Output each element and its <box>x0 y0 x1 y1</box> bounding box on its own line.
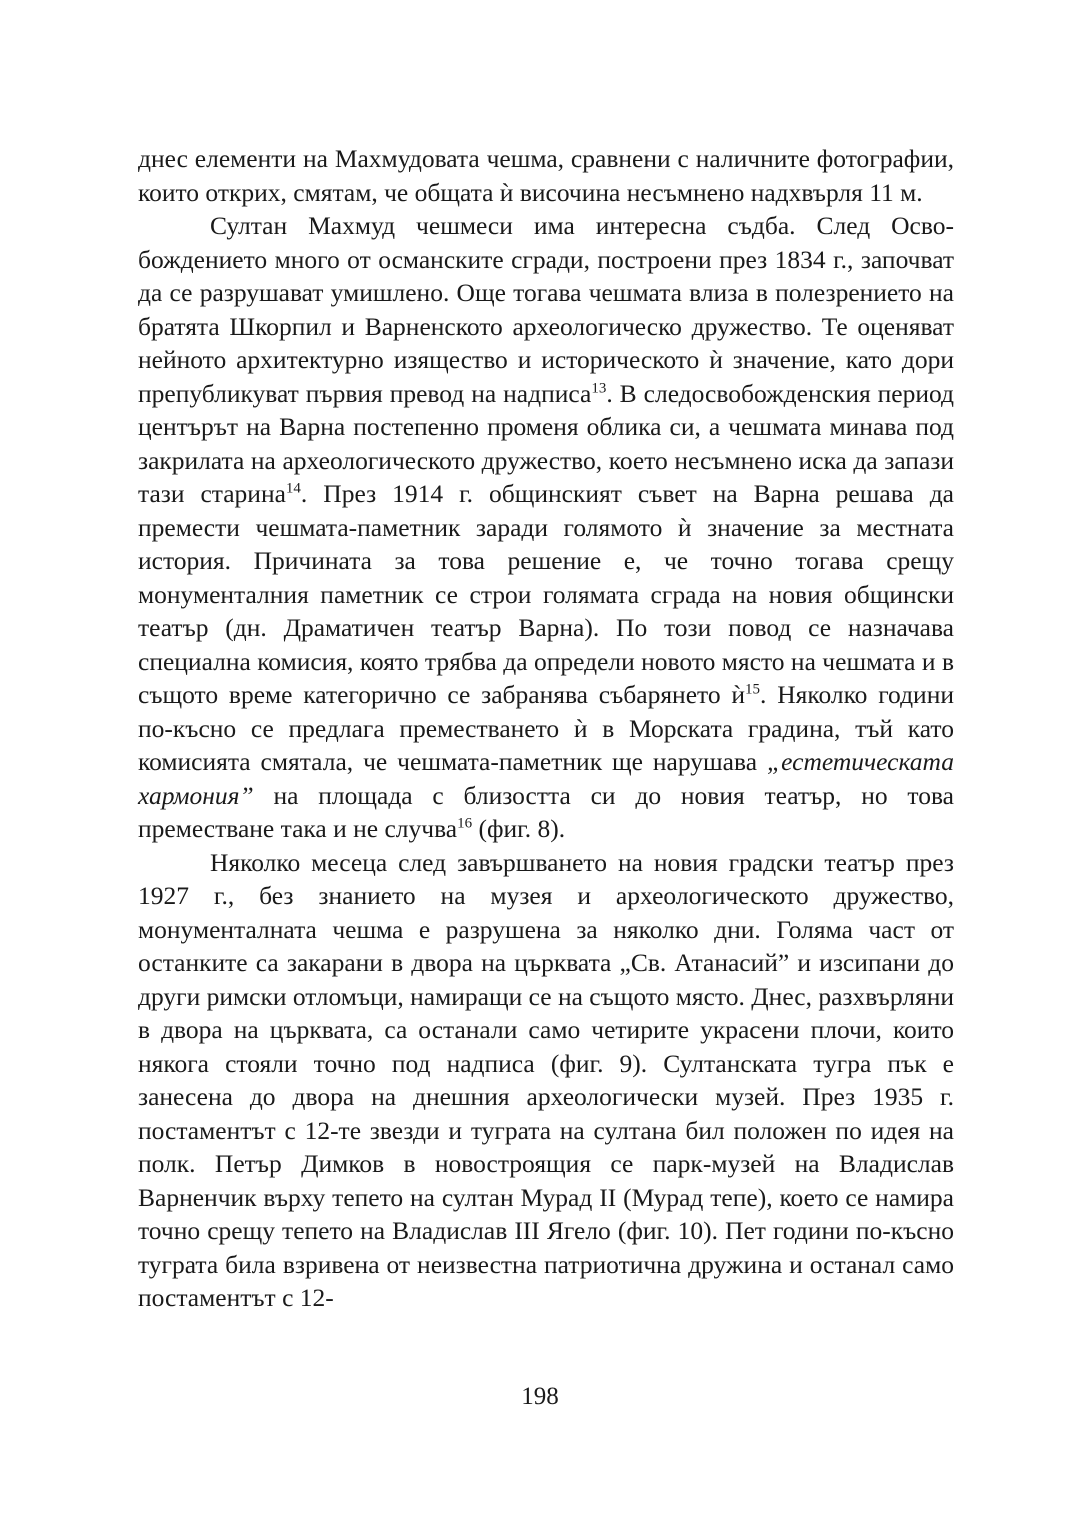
footnote-ref-15[interactable]: 15 <box>745 681 761 698</box>
paragraph-3-text: Няколко месеца след завършването на новия градски театър през 1927 г., без знанието на музея и археологическото дружество, монументалната чешма е разрушена за няколко дни. Голяма част от останките са закарани в двора на църквата „Св. Атанасий” и изсипани до други римски отломъци, намиращи се на същото място. Днес, разхвърляни в двора на църквата, са останали само четирите украсени плочи, които някога стояли точно под надписа (фиг. 9). Султанската тугра пък е занесена до двора на днешния археологически музей. През 1935 г. постаментът с 12-те звезди и туграта на султана бил положен по идея на полк. Петър Димков в новостроящия се парк-музей на Владислав Варненчик върху тепето на султан Мурад II (Мурад тепе), което се намира точно срещу тепето на Владислав III Ягело (фиг. 10). Пет години по-късно туграта била взривена от неизвестна патриотична дружина и останал само постаментът с 12- <box>138 847 954 1312</box>
footnote-ref-14[interactable]: 14 <box>285 480 301 497</box>
footnote-ref-13[interactable]: 13 <box>591 380 607 396</box>
italic-quote: „естетическата хармония” <box>138 747 954 810</box>
paragraph-2-text-1: Султан Махмуд чешмеси има интересна съдба. След Освобождението много от османските сгради, построени през 1834 г., започват да се разрушават умишлено. Още тогава чешмата влиза в полезрението на братята Шкорпил и Варненското археологическо дружество. Те оценяват нейното архитектурно изящество и историческото ѝ значение, като дори препубликуват първия превод на надписа <box>138 211 954 408</box>
paragraph-1 <box>138 142 954 209</box>
paragraph-2-text-4: . Няколко години по-късно се предлага преместването ѝ в Морската градина, тъй като комисията смятала, че чешмата-паметник ще нарушава <box>138 680 954 776</box>
paragraph-2-text-6: (фиг. 8). <box>472 814 566 843</box>
paragraph-2 <box>138 209 954 846</box>
footnote-ref-16[interactable]: 16 <box>457 815 473 832</box>
page-body <box>138 142 954 1315</box>
page-number: 198 <box>521 1383 559 1410</box>
paragraph-2-text-2: . В следосвобожденския период центърът на Варна постепенно променя облика си, а чешмата минава под закрилата на археологическото дружество, което несъмнено иска да запази тази старина <box>138 378 955 508</box>
paragraph-1-text: днес елементи на Махмудовата чешма, сравнени с наличните фотографии, които открих, смятам, че общата ѝ височина несъмнено надхвърля 11 м. <box>138 144 954 207</box>
paragraph-3 <box>138 846 954 1315</box>
paragraph-2-text-5: на площада с близостта си до новия театър, но това преместване така и не случва <box>138 780 954 843</box>
paragraph-2-text-3: . През 1914 г. общинският съвет на Варна решава да премести чешмата-паметник заради голямото ѝ значение за местната история. Причината за това решение е, че точно тогава срещу монументалния паметник се строи голямата сграда на новия общински театър (дн. Драматичен театър Варна). По този повод се назначава специална комисия, която трябва да определи новото място на чешмата и в същото време категорично се забранява събарянето ѝ <box>138 479 954 709</box>
